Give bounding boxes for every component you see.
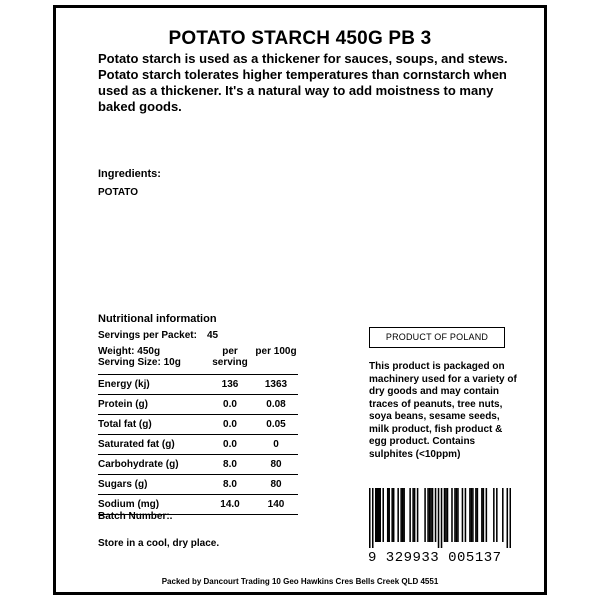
barcode-bar [369,488,371,548]
nutrition-row [98,435,298,455]
nutrition-row [98,415,298,435]
servings-value: 45 [206,330,219,341]
weight-serving-cell [98,344,206,375]
nutrient-per-serving: 14.0 [206,495,254,515]
barcode-bar [372,488,374,548]
nutrient-per-serving: 0.0 [206,435,254,455]
barcode-bar [469,488,471,542]
barcode-bar [451,488,453,542]
nutrition-row [98,395,298,415]
ingredients-value: POTATO [98,187,138,198]
barcode-bar [477,488,479,542]
servings-label: Servings per Packet: [98,330,197,341]
barcode-bar [481,488,483,542]
barcode-bar [388,488,390,542]
barcode-bar [475,488,477,542]
packed-by: Packed by Dancourt Trading 10 Geo Hawkins Cres Bells Creek QLD 4551 [161,577,439,586]
nutrition-table [98,344,298,515]
batch-number: Batch Number:. [98,511,173,522]
col-per-100g: per 100g [254,344,298,375]
barcode-bar [409,488,411,542]
barcode-bar [382,488,384,542]
barcode-bar [393,488,395,542]
nutrient-per-serving: 8.0 [206,475,254,495]
barcode-bar [502,488,504,542]
nutrient-name: Energy (kj) [98,375,206,395]
servings-per-packet [98,330,218,341]
barcode-bar [375,488,377,542]
barcode-bar [387,488,389,542]
product-title: POTATO STARCH 450G PB 3 [168,28,432,49]
nutrient-name: Carbohydrate (g) [98,455,206,475]
barcode-bar [445,488,447,542]
serving-size: Serving Size: 10g [98,357,181,368]
nutrition-header-row [98,344,298,375]
barcode-bar [472,488,474,542]
allergen-statement: This product is packaged on machinery used for a variety of dry goods and may contain traces of peanuts, tree nuts, soya beans, sesame seeds, milk product, fish product & egg product. Contains sulphites (<10ppm) [369,361,517,460]
nutrient-name: Total fat (g) [98,415,206,435]
storage-instructions: Store in a cool, dry place. [98,538,220,549]
barcode-bar [397,488,399,542]
nutrition-row [98,455,298,475]
nutrient-per-100g: 0 [254,435,298,455]
nutrient-per-serving: 136 [206,375,254,395]
barcode-bar [424,488,426,542]
nutrient-per-100g: 80 [254,475,298,495]
barcode-bar [456,488,458,542]
barcode-bar [486,488,488,542]
weight: Weight: 450g [98,346,161,357]
nutrient-per-100g: 1363 [254,375,298,395]
barcode-bar [454,488,456,542]
barcode-bar [496,488,498,542]
ingredients-heading: Ingredients: [98,168,161,180]
col-per-serving: per serving [206,344,254,375]
barcode-bar [417,488,419,542]
product-label [53,5,547,595]
origin-box: PRODUCT OF POLAND [369,327,505,348]
nutrient-per-100g: 80 [254,455,298,475]
barcode-bar [471,488,473,542]
nutrition-row [98,475,298,495]
barcode-bar [438,488,440,548]
barcode-bar [465,488,467,542]
barcode-bar [430,488,432,542]
barcode-bar [403,488,405,542]
product-description: Potato starch is used as a thickener for sauces, soups, and stews. Potato starch tolerates higher temperatures than cornstarch when used as a thickener. It's a natural way to add moistness to many baked goods. [98,51,508,114]
barcode-bar [427,488,429,542]
barcode-bar [379,488,381,542]
nutrient-per-100g: 0.08 [254,395,298,415]
barcode-bar [376,488,378,542]
nutrient-per-serving: 0.0 [206,415,254,435]
barcode-bar [444,488,446,542]
nutrition-heading: Nutritional information [98,313,217,325]
barcode [369,488,511,548]
barcode-bar [378,488,380,542]
barcode-bar [412,488,414,542]
barcode-bar [507,488,509,548]
nutrient-name: Sodium (mg) [98,495,206,515]
barcode-bar [493,488,495,542]
barcode-bar [414,488,416,542]
barcode-bar [432,488,434,542]
barcode-bar [391,488,393,542]
barcode-bar [483,488,485,542]
barcode-bar [400,488,402,542]
nutrient-per-serving: 0.0 [206,395,254,415]
barcode-bar [402,488,404,542]
nutrient-name: Saturated fat (g) [98,435,206,455]
barcode-bar [441,488,443,548]
barcode-bar [510,488,511,548]
barcode-bar [462,488,464,542]
barcode-bar [447,488,449,542]
barcode-bar [429,488,431,542]
nutrient-name: Protein (g) [98,395,206,415]
barcode-bar [457,488,459,542]
barcode-number: 9 329933 005137 [368,550,502,566]
nutrient-name: Sugars (g) [98,475,206,495]
nutrient-per-100g: 140 [254,495,298,515]
nutrient-per-serving: 8.0 [206,455,254,475]
nutrient-per-100g: 0.05 [254,415,298,435]
barcode-bar [435,488,437,542]
nutrition-row [98,375,298,395]
